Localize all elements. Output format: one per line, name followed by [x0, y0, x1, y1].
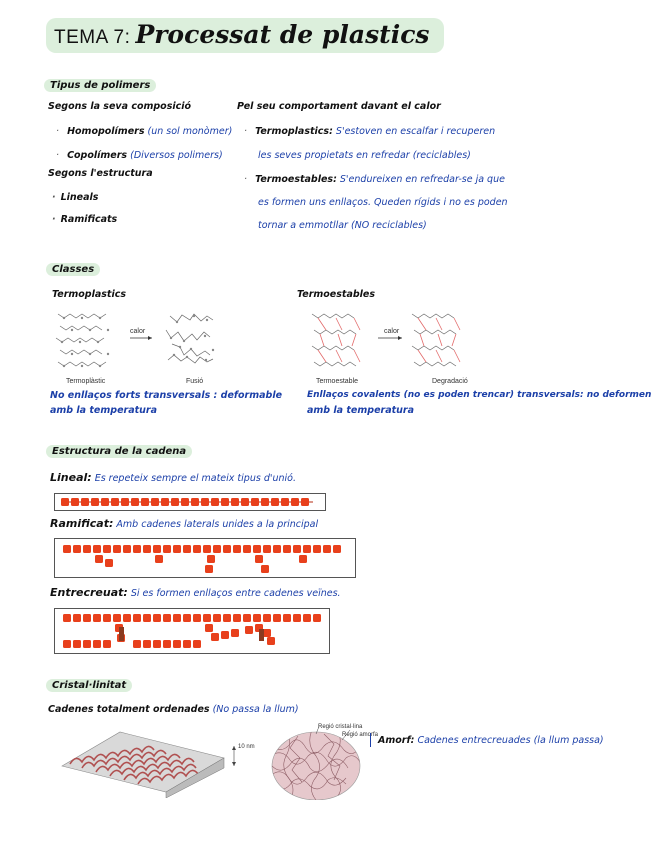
homopolymers-note: (un sol monòmer)	[147, 126, 233, 137]
structure-item-branched: · Ramificats	[52, 214, 117, 225]
crosslinked-term: Entrecreuat:	[50, 586, 128, 599]
thermosets-line1	[244, 174, 505, 185]
thermoset-diagram	[308, 304, 494, 378]
branched-line	[50, 517, 318, 530]
copolymers-term: Copolímers	[67, 150, 128, 161]
crystalline-line	[48, 704, 299, 715]
crystalline-region-label: Regió cristal·lina	[318, 724, 363, 730]
structure-heading: Segons l'estructura	[48, 168, 153, 179]
thermoplastics-desc1: S'estoven en escalfar i recuperen	[335, 126, 496, 137]
thermoplastic-arrow-label: calor	[130, 328, 146, 335]
copolymers-note: (Diversos polimers)	[130, 150, 223, 161]
thermoplastic-caption-2: amb la temperatura	[50, 405, 158, 416]
thermoplastic-label-b: Fusió	[186, 378, 204, 385]
branched-chain-diagram	[55, 539, 355, 577]
crystalline-term: Cadenes totalment ordenades	[48, 704, 210, 715]
thermoset-label-a: Termoestable	[316, 378, 359, 385]
thermoset-caption-1: Enllaços covalents (no es poden trencar) transversals: no deformen	[307, 390, 652, 400]
structure-item-linear: · Lineals	[52, 192, 98, 203]
scale-label: 10 nm	[238, 744, 255, 750]
thermosets-term: Termoestables:	[255, 174, 337, 185]
thermoplastic-caption-1: No enllaços forts transversals : deformable	[50, 390, 283, 401]
amorphous-region-label: Regió amorfa	[342, 732, 379, 738]
linear-desc: Es repeteix sempre el mateix tipus d'unió.	[94, 473, 296, 484]
thermosets-desc1: S'endureixen en refredar-se ja que	[339, 174, 505, 185]
branched-term: Ramificat:	[50, 517, 114, 530]
classes-right-title: Termoestables	[297, 289, 376, 300]
thermosets-line3: tornar a emmotllar (NO reciclables)	[258, 220, 427, 231]
crystalline-lamella-diagram	[56, 722, 246, 798]
composition-item-copolymers	[56, 150, 223, 161]
classes-left-title: Termoplastics	[52, 289, 127, 300]
crosslinked-desc: Si es formen enllaços entre cadenes veïnes.	[130, 588, 341, 599]
thermosets-line2: es formen uns enllaços. Queden rígids i no es poden	[258, 197, 508, 208]
chain-structure-heading: Estructura de la cadena	[46, 445, 192, 458]
page-title: Processat de plastics	[135, 20, 430, 49]
linear-line	[50, 471, 296, 484]
polymer-types-heading: Tipus de polimers	[44, 79, 156, 92]
composition-item-homopolymers	[56, 126, 232, 137]
thermoset-label-b: Degradació	[432, 378, 468, 385]
title-prefix: TEMA 7:	[54, 27, 131, 48]
branched-chain-box	[54, 538, 356, 578]
thermoplastic-label-a: Termoplàstic	[66, 378, 106, 385]
thermoset-figure	[308, 304, 494, 378]
linear-chain-box	[54, 493, 326, 511]
title-banner	[46, 18, 444, 53]
thermoplastics-term: Termoplastics:	[255, 126, 333, 137]
linear-term: Lineal:	[50, 471, 92, 484]
classes-heading: Classes	[46, 263, 100, 276]
thermoset-caption-2: amb la temperatura	[307, 405, 415, 416]
thermoplastics-line2: les seves propietats en refredar (reciclables)	[258, 150, 471, 161]
amorphous-bracket	[370, 733, 374, 747]
thermoplastics-line1	[244, 126, 495, 137]
crosslinked-chain-box	[54, 608, 330, 654]
behaviour-heading: Pel seu comportament davant el calor	[237, 101, 441, 112]
thermoplastic-diagram	[52, 304, 248, 378]
thermoset-arrow-label: calor	[384, 328, 400, 335]
crystalline-note: (No passa la llum)	[212, 704, 299, 715]
thermoplastic-figure	[52, 304, 248, 378]
crosslinked-chain-diagram	[55, 609, 329, 653]
amorphous-desc: Cadenes entrecreuades (la llum passa)	[417, 735, 604, 746]
amorphous-line	[378, 735, 604, 746]
branched-desc: Amb cadenes laterals unides a la principal	[116, 519, 319, 530]
linear-chain-diagram	[55, 494, 325, 510]
crystalline-figure	[56, 722, 246, 798]
homopolymers-term: Homopolímers	[67, 126, 145, 137]
composition-heading: Segons la seva composició	[48, 101, 192, 112]
crystallinity-heading: Cristal·linitat	[46, 679, 132, 692]
crosslinked-line	[50, 586, 341, 599]
amorphous-term: Amorf:	[378, 735, 415, 746]
